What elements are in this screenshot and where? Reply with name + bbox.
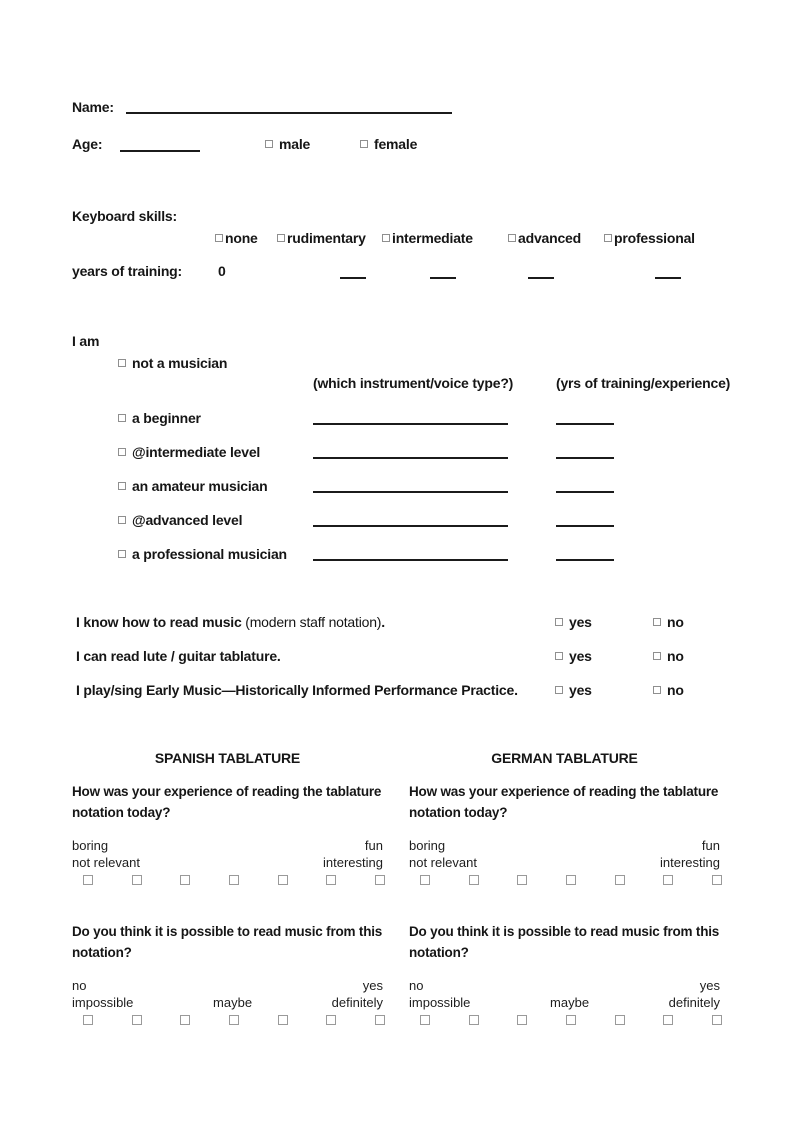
- level-intermediate-checkbox[interactable]: [118, 448, 126, 456]
- level-intermediate-option: [118, 444, 260, 460]
- scale-checkbox-4[interactable]: [229, 1015, 239, 1025]
- i-am-heading: I am: [72, 333, 100, 349]
- not-a-musician-checkbox[interactable]: [118, 359, 126, 367]
- german-experience-question-line2: notation today?: [409, 805, 508, 820]
- scale-checkbox-2[interactable]: [132, 1015, 142, 1025]
- not-a-musician-option: [118, 355, 227, 371]
- level-professional-option: [118, 546, 287, 562]
- level-amateur-years-blank[interactable]: [556, 491, 614, 493]
- statement-read-music-suffix: .: [381, 614, 385, 630]
- german-experience-scale-labels-top: [409, 838, 720, 853]
- scale-label-yes: yes: [362, 978, 383, 993]
- scale-checkbox-4[interactable]: [566, 875, 576, 885]
- yes-label: yes: [569, 614, 592, 630]
- scale-checkbox-6[interactable]: [663, 1015, 673, 1025]
- statement-read-music-yes-checkbox[interactable]: [555, 618, 563, 626]
- skill-professional-checkbox[interactable]: [604, 234, 612, 242]
- female-option: [360, 136, 417, 152]
- scale-label-maybe: maybe: [550, 995, 590, 1010]
- level-professional-checkbox[interactable]: [118, 550, 126, 558]
- level-beginner-label: a beginner: [132, 410, 201, 426]
- years-rudimentary-blank[interactable]: [340, 277, 366, 279]
- years-none-value: 0: [218, 263, 226, 279]
- scale-label-boring: boring: [72, 838, 109, 853]
- scale-label-fun: fun: [701, 838, 720, 853]
- statement-read-tablature-no: [653, 648, 684, 664]
- german-experience-scale-labels-bottom: [409, 855, 720, 870]
- instrument-header: (which instrument/voice type?): [313, 375, 514, 391]
- scale-checkbox-5[interactable]: [278, 875, 288, 885]
- spanish-experience-question-line2: notation today?: [72, 805, 171, 820]
- statement-early-music-bold: I play/sing Early Music—Historically Informed Performance Practice.: [76, 682, 518, 698]
- skill-option-intermediate: [382, 230, 473, 246]
- scale-checkbox-4[interactable]: [566, 1015, 576, 1025]
- german-possible-scale-labels-top: [409, 978, 720, 993]
- statement-early-music-no: [653, 682, 684, 698]
- spanish-possible-scale: [83, 1015, 385, 1025]
- level-advanced-label: @advanced level: [132, 512, 243, 528]
- german-experience-question-line1: How was your experience of reading the tablature: [409, 784, 719, 799]
- scale-checkbox-2[interactable]: [132, 875, 142, 885]
- spanish-experience-question-line1: How was your experience of reading the tablature: [72, 784, 382, 799]
- scale-checkbox-3[interactable]: [180, 1015, 190, 1025]
- spanish-experience-scale: [83, 875, 385, 885]
- no-label: no: [667, 614, 684, 630]
- years-professional-blank[interactable]: [655, 277, 681, 279]
- years-advanced-blank[interactable]: [528, 277, 554, 279]
- scale-label-impossible: impossible: [409, 995, 471, 1010]
- statement-early-music-yes-checkbox[interactable]: [555, 686, 563, 694]
- skill-option-none: [215, 230, 258, 246]
- level-beginner-years-blank[interactable]: [556, 423, 614, 425]
- years-of-training-label: years of training:: [72, 263, 182, 279]
- scale-label-no: no: [409, 978, 424, 993]
- level-professional-label: a professional musician: [132, 546, 287, 562]
- scale-label-not-relevant: not relevant: [72, 855, 140, 870]
- level-beginner-option: [118, 410, 201, 426]
- yes-label: yes: [569, 648, 592, 664]
- female-checkbox[interactable]: [360, 140, 368, 148]
- level-advanced-years-blank[interactable]: [556, 525, 614, 527]
- scale-checkbox-1[interactable]: [83, 1015, 93, 1025]
- scale-checkbox-7[interactable]: [712, 875, 722, 885]
- scale-label-fun: fun: [364, 838, 383, 853]
- not-a-musician-label: not a musician: [132, 355, 228, 371]
- statement-read-tablature: [76, 648, 281, 664]
- scale-checkbox-4[interactable]: [229, 875, 239, 885]
- skill-option-advanced: [508, 230, 581, 246]
- german-tablature-title: GERMAN TABLATURE: [491, 750, 638, 766]
- skill-option-professional: [604, 230, 695, 246]
- skill-intermediate-checkbox[interactable]: [382, 234, 390, 242]
- keyboard-skills-heading: Keyboard skills:: [72, 208, 177, 224]
- level-professional-instrument-blank[interactable]: [313, 559, 508, 561]
- scale-checkbox-6[interactable]: [326, 1015, 336, 1025]
- level-amateur-label: an amateur musician: [132, 478, 268, 494]
- scale-checkbox-5[interactable]: [615, 875, 625, 885]
- scale-label-no: no: [72, 978, 87, 993]
- scale-checkbox-1[interactable]: [420, 1015, 430, 1025]
- male-label: male: [279, 136, 311, 152]
- years-intermediate-blank[interactable]: [430, 277, 456, 279]
- experience-header: (yrs of training/experience): [556, 375, 731, 391]
- no-label: no: [667, 682, 684, 698]
- german-experience-scale: [420, 875, 722, 885]
- statement-read-music-no-checkbox[interactable]: [653, 618, 661, 626]
- age-label: Age:: [72, 136, 103, 152]
- german-possible-question-line1: Do you think it is possible to read music from this: [409, 924, 720, 939]
- skill-advanced-label: advanced: [518, 230, 581, 246]
- scale-label-not-relevant: not relevant: [409, 855, 477, 870]
- level-advanced-instrument-blank[interactable]: [313, 525, 508, 527]
- spanish-possible-question-line1: Do you think it is possible to read music from this: [72, 924, 383, 939]
- scale-label-interesting: interesting: [323, 855, 383, 870]
- scale-checkbox-7[interactable]: [375, 875, 385, 885]
- scale-checkbox-3[interactable]: [517, 875, 527, 885]
- scale-label-boring: boring: [409, 838, 446, 853]
- scale-checkbox-6[interactable]: [326, 875, 336, 885]
- scale-checkbox-3[interactable]: [180, 875, 190, 885]
- statement-read-music-no: [653, 614, 684, 630]
- skill-none-checkbox[interactable]: [215, 234, 223, 242]
- statement-read-tablature-yes-checkbox[interactable]: [555, 652, 563, 660]
- statement-read-music-yes: [555, 614, 592, 630]
- statement-read-tablature-no-checkbox[interactable]: [653, 652, 661, 660]
- statement-read-music-bold: I know how to read music: [76, 614, 242, 630]
- skill-intermediate-label: intermediate: [392, 230, 473, 246]
- skill-option-rudimentary: [277, 230, 366, 246]
- male-option: [265, 136, 310, 152]
- name-label: Name:: [72, 99, 114, 115]
- level-advanced-checkbox[interactable]: [118, 516, 126, 524]
- statement-read-music: [76, 614, 385, 630]
- spanish-possible-scale-labels-bottom: [72, 995, 383, 1010]
- scale-checkbox-3[interactable]: [517, 1015, 527, 1025]
- statement-early-music-yes: [555, 682, 592, 698]
- yes-label: yes: [569, 682, 592, 698]
- age-input-line[interactable]: [120, 150, 200, 152]
- german-possible-question-line2: notation?: [409, 945, 469, 960]
- level-intermediate-years-blank[interactable]: [556, 457, 614, 459]
- level-amateur-checkbox[interactable]: [118, 482, 126, 490]
- scale-checkbox-7[interactable]: [375, 1015, 385, 1025]
- skill-rudimentary-label: rudimentary: [287, 230, 366, 246]
- spanish-experience-scale-labels-bottom: [72, 855, 383, 870]
- no-label: no: [667, 648, 684, 664]
- spanish-tablature-title: SPANISH TABLATURE: [154, 750, 301, 766]
- level-beginner-instrument-blank[interactable]: [313, 423, 508, 425]
- scale-label-maybe: maybe: [213, 995, 253, 1010]
- scale-label-impossible: impossible: [72, 995, 134, 1010]
- german-possible-scale-labels-bottom: [409, 995, 720, 1010]
- skill-none-label: none: [225, 230, 258, 246]
- scale-checkbox-2[interactable]: [469, 1015, 479, 1025]
- scale-label-definitely: definitely: [331, 995, 383, 1010]
- scale-checkbox-5[interactable]: [278, 1015, 288, 1025]
- spanish-possible-question-line2: notation?: [72, 945, 132, 960]
- scale-label-definitely: definitely: [668, 995, 720, 1010]
- scale-checkbox-7[interactable]: [712, 1015, 722, 1025]
- name-input-line[interactable]: [126, 112, 452, 114]
- level-amateur-option: [118, 478, 267, 494]
- scale-checkbox-2[interactable]: [469, 875, 479, 885]
- scale-label-interesting: interesting: [660, 855, 720, 870]
- statement-early-music: [76, 682, 518, 698]
- spanish-experience-scale-labels-top: [72, 838, 383, 853]
- female-label: female: [374, 136, 418, 152]
- statement-read-tablature-bold: I can read lute / guitar tablature.: [76, 648, 281, 664]
- skill-rudimentary-checkbox[interactable]: [277, 234, 285, 242]
- scale-checkbox-6[interactable]: [663, 875, 673, 885]
- skill-advanced-checkbox[interactable]: [508, 234, 516, 242]
- scale-checkbox-5[interactable]: [615, 1015, 625, 1025]
- statement-read-music-regular: (modern staff notation): [241, 614, 382, 630]
- spanish-possible-scale-labels-top: [72, 978, 383, 993]
- level-intermediate-instrument-blank[interactable]: [313, 457, 508, 459]
- statement-early-music-no-checkbox[interactable]: [653, 686, 661, 694]
- level-intermediate-label: @intermediate level: [132, 444, 261, 460]
- level-professional-years-blank[interactable]: [556, 559, 614, 561]
- level-beginner-checkbox[interactable]: [118, 414, 126, 422]
- level-amateur-instrument-blank[interactable]: [313, 491, 508, 493]
- scale-checkbox-1[interactable]: [420, 875, 430, 885]
- male-checkbox[interactable]: [265, 140, 273, 148]
- skill-professional-label: professional: [614, 230, 695, 246]
- scale-label-yes: yes: [699, 978, 720, 993]
- german-possible-scale: [420, 1015, 722, 1025]
- statement-read-tablature-yes: [555, 648, 592, 664]
- scale-checkbox-1[interactable]: [83, 875, 93, 885]
- level-advanced-option: [118, 512, 242, 528]
